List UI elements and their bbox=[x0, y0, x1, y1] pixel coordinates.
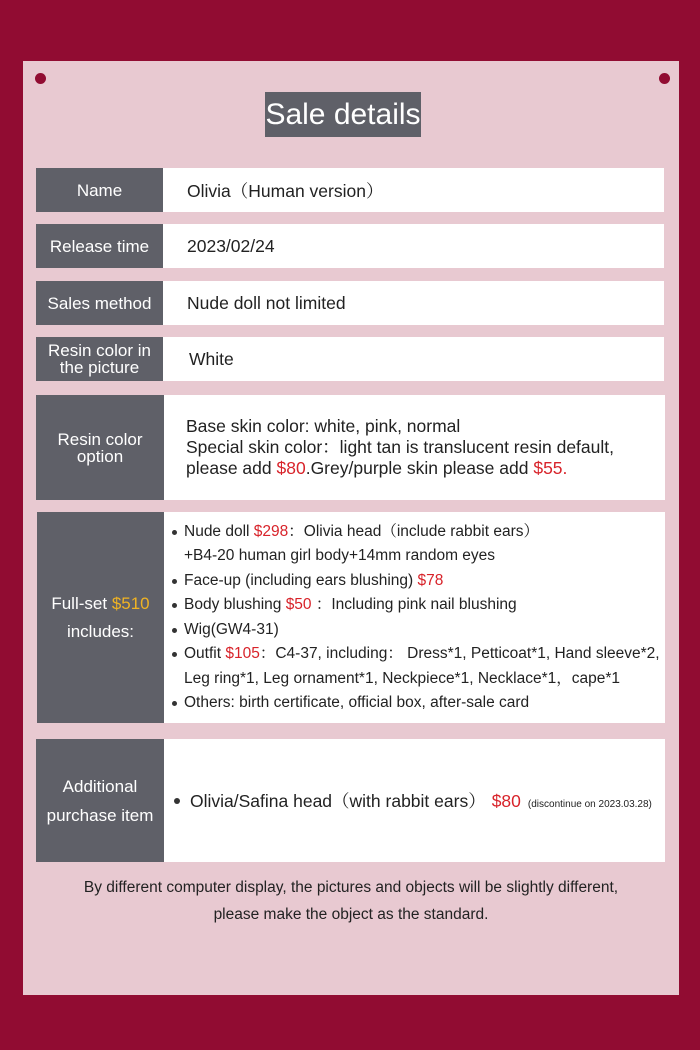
row-sales-method bbox=[36, 281, 664, 325]
row-additional-purchase bbox=[36, 739, 665, 862]
footer-note bbox=[23, 874, 679, 928]
value-full-set bbox=[164, 512, 665, 723]
price-grey-purple: $55. bbox=[533, 458, 568, 478]
label-additional-purchase bbox=[36, 739, 164, 862]
label-name: Name bbox=[36, 168, 163, 212]
value-name: Olivia（Human version） bbox=[163, 168, 664, 212]
bullet-icon bbox=[174, 798, 180, 804]
pin-dot-right bbox=[659, 73, 670, 84]
footer-line1: By different computer display, the pictures and objects will be slightly different, bbox=[83, 879, 619, 896]
pin-dot-left bbox=[35, 73, 46, 84]
list-item-outfit: Outfit $105：C4-37, including： Dress*1, Petticoat*1, Hand sleeve*2, bbox=[170, 642, 660, 667]
list-item-body-blushing: Body blushing $50 ：Including pink nail blushing bbox=[170, 593, 660, 618]
label-sales-method: Sales method bbox=[36, 281, 163, 325]
label-full-set bbox=[37, 512, 164, 723]
resin-option-line2: Special skin color：light tan is translucent resin default, bbox=[186, 437, 614, 457]
value-additional-purchase bbox=[164, 739, 665, 862]
value-resin-color-option bbox=[164, 395, 665, 500]
discontinue-note: (discontinue on 2023.03.28) bbox=[527, 799, 652, 810]
row-resin-color-option bbox=[36, 395, 665, 500]
list-item-nude-doll-cont: +B4-20 human girl body+14mm random eyes bbox=[184, 547, 496, 564]
label-resin-option-line2: option bbox=[76, 446, 124, 466]
sale-details-panel bbox=[23, 61, 679, 995]
resin-option-line1: Base skin color: white, pink, normal bbox=[186, 416, 461, 436]
price-full-set: $510 bbox=[111, 593, 150, 613]
list-item-face-up: Face-up (including ears blushing) $78 bbox=[170, 569, 660, 594]
value-sales-method: Nude doll not limited bbox=[163, 281, 664, 325]
label-resin-color-picture bbox=[36, 337, 163, 381]
label-additional-line1: Additional bbox=[62, 776, 138, 796]
label-release-time: Release time bbox=[36, 224, 163, 268]
row-resin-color-picture bbox=[36, 337, 664, 381]
price-light-tan: $80 bbox=[276, 458, 306, 478]
list-item-wig: Wig(GW4-31) bbox=[170, 618, 660, 643]
label-full-set-line1: Full-set $510 bbox=[51, 593, 150, 613]
footer-line2: please make the object as the standard. bbox=[213, 906, 489, 923]
resin-option-line3: please add $80.Grey/purple skin please add $55. bbox=[186, 458, 568, 478]
list-item-nude-doll: Nude doll $298：Olivia head（include rabbit ears） bbox=[170, 520, 660, 545]
page-title: Sale details bbox=[265, 92, 421, 137]
price-additional: $80 bbox=[491, 791, 521, 811]
value-release-time: 2023/02/24 bbox=[163, 224, 664, 268]
label-resin-option-line1: Resin color bbox=[57, 429, 143, 449]
full-set-list bbox=[170, 520, 660, 716]
list-item-outfit-cont: Leg ring*1, Leg ornament*1, Neckpiece*1, Necklace*1，cape*1 bbox=[184, 669, 620, 687]
label-full-set-line2: includes: bbox=[66, 621, 135, 641]
row-full-set bbox=[37, 512, 665, 723]
label-resin-picture-line2: the picture bbox=[59, 358, 140, 377]
label-resin-color-option bbox=[36, 395, 164, 500]
value-resin-color-picture: White bbox=[163, 337, 664, 381]
row-name bbox=[36, 168, 664, 212]
row-release-time bbox=[36, 224, 664, 268]
label-resin-picture-line1: Resin color in bbox=[48, 341, 151, 360]
list-item-others: Others: birth certificate, official box, after-sale card bbox=[170, 691, 660, 716]
additional-item-text: Olivia/Safina head（with rabbit ears） bbox=[190, 791, 486, 811]
label-additional-line2: purchase item bbox=[46, 805, 154, 825]
